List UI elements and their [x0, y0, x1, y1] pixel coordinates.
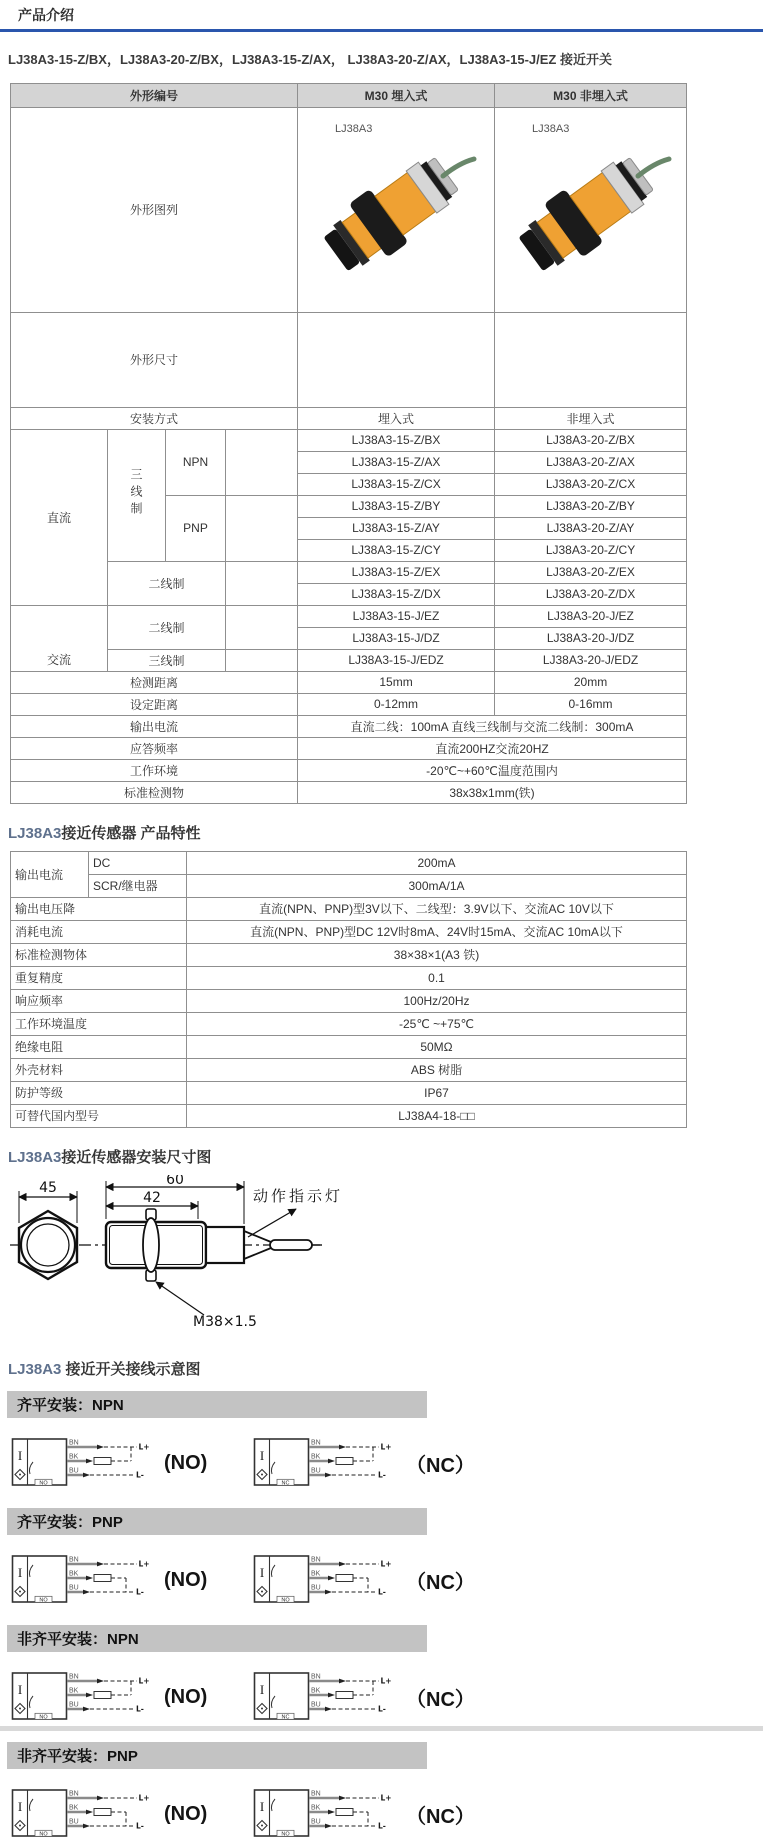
ac-label: 交流 [11, 605, 108, 671]
wiring-row-nonflush-npn [10, 1666, 763, 1730]
feature-value: 直流(NPN、PNP)型3V以下、二线型：3.9V以下、交流AC 10V以下 [187, 897, 687, 920]
feature-label: 绝缘电阻 [11, 1035, 187, 1058]
diagram-tag: （NC） [406, 1806, 475, 1829]
ac-three-wire-label: 三线制 [108, 649, 226, 671]
wire-label-bu: BU [69, 1584, 79, 1592]
wiring-row-flush-npn [10, 1432, 763, 1496]
wire-label-bn: BN [311, 1790, 321, 1798]
feature-value: IP67 [187, 1081, 687, 1104]
terminal-l-plus: L+ [138, 1676, 150, 1686]
model-cell: LJ38A3-20-Z/BY [495, 495, 687, 517]
mounting-flush: 埋入式 [298, 407, 495, 429]
col-header-nonflush: M30 非埋入式 [495, 83, 687, 107]
dimension-cell-nonflush [495, 312, 687, 407]
spec-row [11, 759, 687, 781]
sensor-photo [507, 134, 675, 286]
sensor-label: I [17, 1681, 23, 1697]
three-wire-label: 三线制 [108, 429, 166, 561]
terminal-l-plus: L+ [138, 1442, 150, 1452]
terminal-l-plus: L+ [380, 1676, 392, 1686]
dimension-cell-flush [298, 312, 495, 407]
sensor-model-caption: LJ38A3 [532, 122, 570, 135]
spec-value: -20℃~+60℃温度范围内 [298, 759, 687, 781]
wiring-group-no [10, 1784, 218, 1846]
output-mode-label: NO [39, 1597, 48, 1604]
model-cell: LJ38A3-15-J/DZ [298, 627, 495, 649]
feature-row [11, 874, 687, 897]
image-row-label: 外形图列 [11, 107, 298, 312]
feature-value: 300mA/1A [187, 874, 687, 897]
image-cell-nonflush [495, 107, 687, 312]
feature-row [11, 897, 687, 920]
feature-row [11, 966, 687, 989]
feature-row [11, 920, 687, 943]
terminal-l-minus: L- [136, 1587, 144, 1597]
feature-label: 可替代国内型号 [11, 1104, 187, 1127]
model-cell: LJ38A3-20-Z/EX [495, 561, 687, 583]
feature-row [11, 943, 687, 966]
spec-value: 0-16mm [495, 693, 687, 715]
feature-label: 防护等级 [11, 1081, 187, 1104]
feature-value: 0.1 [187, 966, 687, 989]
sensor-label: I [259, 1798, 265, 1814]
wire-label-bk: BK [311, 1453, 321, 1461]
wire-label-bn: BN [69, 1790, 79, 1798]
terminal-l-plus: L+ [380, 1793, 392, 1803]
col-header-flush: M30 埋入式 [298, 83, 495, 107]
feature-label: 消耗电流 [11, 920, 187, 943]
wire-label-bk: BK [311, 1687, 321, 1695]
spec-row [11, 737, 687, 759]
sensor-label: I [17, 1564, 23, 1580]
wire-label-bu: BU [311, 1584, 321, 1592]
spec-value: 38x38x1mm(铁) [298, 781, 687, 803]
wire-label-bn: BN [311, 1556, 321, 1564]
image-cell-flush [298, 107, 495, 312]
terminal-l-minus: L- [136, 1821, 144, 1831]
wire-label-bk: BK [311, 1570, 321, 1578]
model-row [11, 605, 687, 627]
model-cell: LJ38A3-15-J/EZ [298, 605, 495, 627]
wire-label-bu: BU [69, 1467, 79, 1475]
model-cell: LJ38A3-20-J/EDZ [495, 649, 687, 671]
model-cell: LJ38A3-20-Z/DX [495, 583, 687, 605]
spec-value: 0-12mm [298, 693, 495, 715]
feature-row [11, 1081, 687, 1104]
spec-value: 直流200HZ交流20HZ [298, 737, 687, 759]
spec-label: 输出电流 [11, 715, 298, 737]
wire-label-bu: BU [311, 1467, 321, 1475]
model-row [11, 429, 687, 451]
npn-label: NPN [166, 429, 226, 495]
wiring-group-nc [252, 1433, 475, 1495]
wiring-diagram-flush-pnp-nc [252, 1550, 404, 1612]
terminal-l-minus: L- [378, 1821, 386, 1831]
sensor-label: I [17, 1798, 23, 1814]
feature-label: 响应频率 [11, 989, 187, 1012]
wire-label-bu: BU [69, 1701, 79, 1709]
diagram-tag: (NO) [164, 1803, 208, 1826]
feature-row [11, 851, 687, 874]
thread-spec-label: M38×1.5 [193, 1313, 257, 1330]
terminal-l-minus: L- [136, 1470, 144, 1480]
col-header-shape: 外形编号 [11, 83, 298, 107]
wiring-section-band-flush-pnp: 齐平安装：PNP [7, 1508, 427, 1535]
terminal-l-minus: L- [378, 1587, 386, 1597]
dimension-heading: LJ38A3接近传感器安装尺寸图 [8, 1148, 212, 1166]
ac-two-wire-label: 二线制 [108, 605, 226, 649]
wiring-row-flush-pnp [10, 1549, 763, 1613]
wire-label-bn: BN [311, 1673, 321, 1681]
feature-label: 重复精度 [11, 966, 187, 989]
feature-label: 标准检测物体 [11, 943, 187, 966]
wiring-section-band-flush-npn: 齐平安装：NPN [7, 1391, 427, 1418]
wiring-group-nc [252, 1784, 475, 1846]
wiring-diagram-flush-npn-no [10, 1433, 162, 1495]
empty-cell [226, 429, 298, 495]
output-mode-label: NO [39, 1714, 48, 1721]
model-cell: LJ38A3-15-Z/BY [298, 495, 495, 517]
spec-label: 应答频率 [11, 737, 298, 759]
wiring-diagram-nonflush-pnp-no [10, 1784, 162, 1846]
output-mode-label: NO [39, 1480, 48, 1487]
feature-value: 100Hz/20Hz [187, 989, 687, 1012]
terminal-l-minus: L- [378, 1704, 386, 1714]
wiring-diagram-nonflush-pnp-nc [252, 1784, 404, 1846]
dim-60: 60 [166, 1174, 184, 1188]
wiring-diagram-flush-npn-nc [252, 1433, 404, 1495]
output-mode-label: NO [281, 1831, 290, 1838]
model-cell: LJ38A3-15-Z/CY [298, 539, 495, 561]
pnp-label: PNP [166, 495, 226, 561]
diagram-tag: (NO) [164, 1686, 208, 1709]
wiring-group-nc [252, 1550, 475, 1612]
model-row [11, 649, 687, 671]
model-cell: LJ38A3-15-Z/BX [298, 429, 495, 451]
spec-value: 20mm [495, 671, 687, 693]
diagram-tag: （NC） [406, 1455, 475, 1478]
terminal-l-plus: L+ [380, 1442, 392, 1452]
spec-table [10, 83, 687, 804]
spec-value: 15mm [298, 671, 495, 693]
sensor-label: I [259, 1681, 265, 1697]
model-cell: LJ38A3-20-J/DZ [495, 627, 687, 649]
wiring-diagram-flush-pnp-no [10, 1550, 162, 1612]
terminal-l-plus: L+ [380, 1559, 392, 1569]
feature-sublabel: SCR/继电器 [89, 874, 187, 897]
spec-row [11, 671, 687, 693]
model-cell: LJ38A3-20-Z/AY [495, 517, 687, 539]
sensor-photo [312, 134, 480, 286]
empty-cell [226, 649, 298, 671]
wiring-row-nonflush-pnp [10, 1783, 763, 1847]
feature-row [11, 1058, 687, 1081]
spec-row [11, 715, 687, 737]
feature-value: 直流(NPN、PNP)型DC 12V时8mA、24V时15mA、交流AC 10mA以下 [187, 920, 687, 943]
dimension-row-label: 外形尺寸 [11, 312, 298, 407]
output-mode-label: NO [39, 1831, 48, 1838]
wiring-group-nc [252, 1667, 475, 1729]
model-cell: LJ38A3-15-Z/DX [298, 583, 495, 605]
wire-label-bk: BK [311, 1804, 321, 1812]
feature-value: LJ38A4-18-□□ [187, 1104, 687, 1127]
model-cell: LJ38A3-20-Z/CX [495, 473, 687, 495]
wire-label-bu: BU [69, 1818, 79, 1826]
wire-label-bk: BK [69, 1570, 79, 1578]
model-cell: LJ38A3-15-Z/EX [298, 561, 495, 583]
wiring-group-no [10, 1667, 218, 1729]
diagram-tag: （NC） [406, 1689, 475, 1712]
mounting-nonflush: 非埋入式 [495, 407, 687, 429]
feature-sublabel: DC [89, 851, 187, 874]
terminal-l-minus: L- [378, 1470, 386, 1480]
spec-row [11, 693, 687, 715]
hex-nut-outline [19, 1211, 77, 1279]
spec-label: 工作环境 [11, 759, 298, 781]
mounting-label: 安装方式 [11, 407, 298, 429]
wire-label-bn: BN [311, 1439, 321, 1447]
features-heading: LJ38A3接近传感器 产品特性 [8, 824, 201, 842]
dc-two-wire-label: 二线制 [108, 561, 226, 605]
sensor-label: I [17, 1447, 23, 1463]
empty-cell [226, 561, 298, 605]
wire-label-bu: BU [311, 1818, 321, 1826]
diagram-tag: (NO) [164, 1569, 208, 1592]
feature-value: -25℃ ~+75℃ [187, 1012, 687, 1035]
sensor-label: I [259, 1564, 265, 1580]
spec-label: 标准检测物 [11, 781, 298, 803]
dim-42: 42 [143, 1189, 161, 1206]
model-cell: LJ38A3-15-Z/AY [298, 517, 495, 539]
wire-label-bu: BU [311, 1701, 321, 1709]
wire-label-bk: BK [69, 1804, 79, 1812]
sensor-model-caption: LJ38A3 [335, 122, 373, 135]
wire-label-bn: BN [69, 1439, 79, 1447]
feature-value: ABS 树脂 [187, 1058, 687, 1081]
indicator-light-label: 动作指示灯 [253, 1187, 344, 1205]
model-cell: LJ38A3-20-Z/CY [495, 539, 687, 561]
feature-row [11, 1104, 687, 1127]
wiring-group-no [10, 1550, 218, 1612]
sensor-label: I [259, 1447, 265, 1463]
feature-label: 输出电压降 [11, 897, 187, 920]
output-mode-label: NC [281, 1480, 290, 1487]
mounting-row [11, 407, 687, 429]
terminal-l-plus: L+ [138, 1793, 150, 1803]
image-row [11, 107, 687, 312]
wiring-diagram-nonflush-npn-nc [252, 1667, 404, 1729]
dimension-row [11, 312, 687, 407]
bottom-divider [0, 1726, 763, 1731]
dimension-diagram [8, 1175, 763, 1340]
spec-label: 设定距离 [11, 693, 298, 715]
feature-value: 200mA [187, 851, 687, 874]
feature-row [11, 1012, 687, 1035]
wiring-diagram-nonflush-npn-no [10, 1667, 162, 1729]
spec-value: 直流二线：100mA 直线三线制与交流二线制：300mA [298, 715, 687, 737]
model-cell: LJ38A3-20-Z/BX [495, 429, 687, 451]
dim-45: 45 [39, 1179, 57, 1196]
model-cell: LJ38A3-20-J/EZ [495, 605, 687, 627]
page-header [0, 0, 763, 32]
diagram-tag: （NC） [406, 1572, 475, 1595]
feature-label: 工作环境温度 [11, 1012, 187, 1035]
wiring-section-band-nonflush-npn: 非齐平安装：NPN [7, 1625, 427, 1652]
wire-label-bn: BN [69, 1556, 79, 1564]
features-table [10, 851, 687, 1128]
terminal-l-minus: L- [136, 1704, 144, 1714]
feature-row [11, 989, 687, 1012]
wiring-section-band-nonflush-pnp: 非齐平安装：PNP [7, 1742, 427, 1769]
wiring-heading: LJ38A3 接近开关接线示意图 [8, 1360, 201, 1378]
feature-value: 50MΩ [187, 1035, 687, 1058]
diagram-tag: (NO) [164, 1452, 208, 1475]
output-mode-label: NO [281, 1597, 290, 1604]
empty-cell [226, 495, 298, 561]
spec-label: 检测距离 [11, 671, 298, 693]
dimension-drawing [8, 1175, 353, 1335]
page-header-title: 产品介绍 [18, 7, 74, 23]
wire-label-bn: BN [69, 1673, 79, 1681]
output-mode-label: NC [281, 1714, 290, 1721]
terminal-l-plus: L+ [138, 1559, 150, 1569]
model-cell: LJ38A3-20-Z/AX [495, 451, 687, 473]
spec-table-header-row [11, 83, 687, 107]
spec-row [11, 781, 687, 803]
dc-label: 直流 [11, 429, 108, 605]
feature-label: 外壳材料 [11, 1058, 187, 1081]
model-row [11, 561, 687, 583]
wire-label-bk: BK [69, 1453, 79, 1461]
wiring-group-no [10, 1433, 218, 1495]
model-cell: LJ38A3-15-Z/AX [298, 451, 495, 473]
page-title: LJ38A3-15-Z/BX，LJ38A3-20-Z/BX，LJ38A3-15-Z/AX， LJ38A3-20-Z/AX，LJ38A3-15-J/EZ 接近开关 [8, 52, 612, 67]
feature-value: 38×38×1(A3 铁) [187, 943, 687, 966]
model-cell: LJ38A3-15-Z/CX [298, 473, 495, 495]
empty-cell [226, 605, 298, 649]
wire-label-bk: BK [69, 1687, 79, 1695]
model-cell: LJ38A3-15-J/EDZ [298, 649, 495, 671]
feature-label: 输出电流 [11, 851, 89, 897]
feature-row [11, 1035, 687, 1058]
